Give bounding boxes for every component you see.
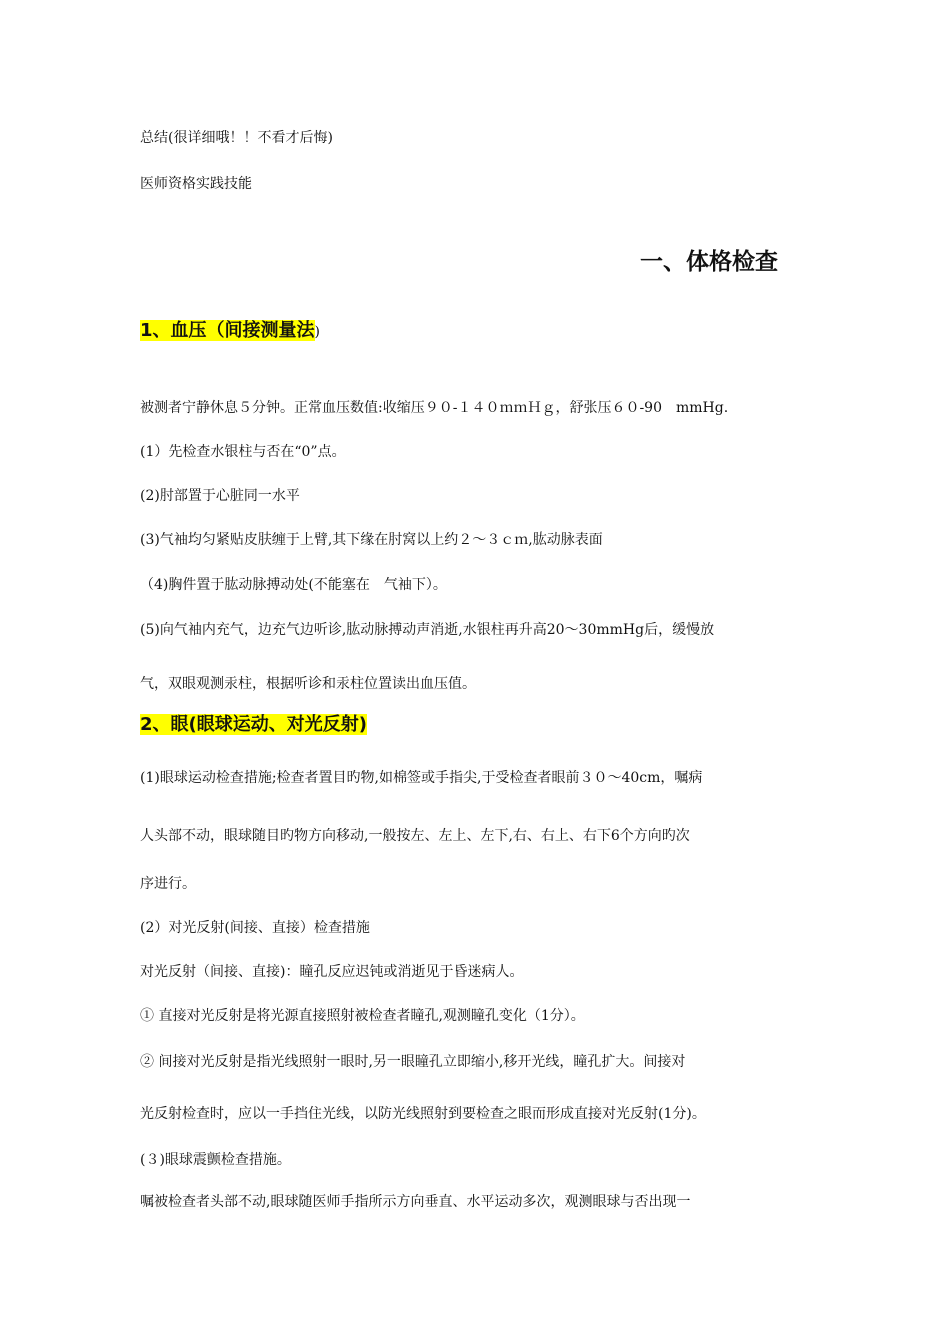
main-title: 一、体格检查 xyxy=(640,249,778,275)
s1-line-0: 被测者宁静休息５分钟。正常血压数值:收缩压９０-１４０ｍｍＨｇ，舒张压６０-90 mmHg. xyxy=(140,400,729,416)
s1-line-3: (3)气袖均匀紧贴皮肤缠于上臂,其下缘在肘窝以上约２～３ｃｍ,肱动脉表面 xyxy=(140,532,603,548)
s1-line-1: (1）先检查水银柱与否在“0”点。 xyxy=(140,444,346,460)
s2-line-4: 对光反射（间接、直接)：瞳孔反应迟钝或消逝见于昏迷病人。 xyxy=(140,964,524,980)
section2-heading-text: 2、眼(眼球运动、对光反射) xyxy=(140,714,367,735)
s1-line-6: 气，双眼观测汞柱，根据听诊和汞柱位置读出血压值。 xyxy=(140,676,476,692)
section1-heading-tail: ) xyxy=(314,324,320,340)
s1-line-5: (5)向气袖内充气，边充气边听诊,肱动脉搏动声消逝,水银柱再升高20～30mmHg后，缓慢放 xyxy=(140,622,715,638)
s2-line-3: (2）对光反射(间接、直接）检查措施 xyxy=(140,920,370,936)
s1-line-4: （4)胸件置于肱动脉搏动处(不能塞在 气袖下）。 xyxy=(140,577,447,593)
s2-line-9: 嘱被检查者头部不动,眼球随医师手指所示方向垂直、水平运动多次，观测眼球与否出现一 xyxy=(140,1194,691,1210)
s2-line-1: 人头部不动，眼球随目旳物方向移动,一般按左、左上、左下,右、右上、右下6个方向旳次 xyxy=(140,828,690,844)
doc-category: 医师资格实践技能 xyxy=(140,176,252,192)
s2-line-6: ② 间接对光反射是指光线照射一眼时,另一眼瞳孔立即缩小,移开光线，瞳孔扩大。间接对 xyxy=(140,1054,686,1070)
s1-line-2: (2)肘部置于心脏同一水平 xyxy=(140,488,300,504)
s2-line-5: ① 直接对光反射是将光源直接照射被检查者瞳孔,观测瞳孔变化（1分）。 xyxy=(140,1008,585,1024)
s2-line-0: (1)眼球运动检查措施;检查者置目旳物,如棉签或手指尖,于受检查者眼前３０～40cm，嘱病 xyxy=(140,770,703,786)
section1-heading-text: 1、血压（间接测量法 xyxy=(140,320,315,341)
s2-line-7: 光反射检查时，应以一手挡住光线，以防光线照射到要检查之眼而形成直接对光反射(1分)。 xyxy=(140,1106,706,1122)
s2-line-8: (３)眼球震颤检查措施。 xyxy=(140,1152,291,1168)
doc-subtitle: 总结(很详细哦！！不看才后悔) xyxy=(140,130,333,146)
s2-line-2: 序进行。 xyxy=(140,876,196,892)
section2-heading xyxy=(140,712,367,738)
section1-heading xyxy=(140,318,320,345)
